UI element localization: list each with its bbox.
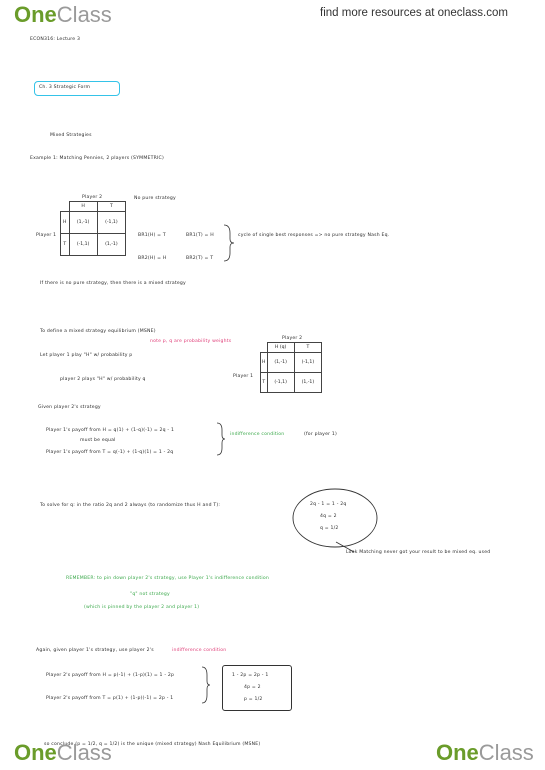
must-equal: must be equal (80, 438, 116, 443)
section-heading: Mixed Strategies (50, 133, 92, 138)
define-msne: To define a mixed strategy equilibrium (MSNE) (40, 329, 156, 334)
example-heading: Example 1: Matching Pennies, 2 players (SYMMETRIC) (30, 156, 164, 161)
circle-line-2: 4q = 2 (320, 514, 337, 519)
boxed-title (34, 81, 120, 96)
matrix1-player1-label: Player 1 (36, 233, 57, 238)
m2-cell-th: (-1,1) (267, 373, 294, 393)
m1-row-t: T (61, 234, 70, 256)
let-q: player 2 plays "H" w/ probability q (60, 377, 146, 382)
m1-cell-th: (-1,1) (69, 234, 97, 256)
given-p2: Given player 2's strategy (38, 405, 101, 410)
oneclass-logo-bottom-left (14, 740, 112, 766)
m2-row-t: T (261, 373, 268, 393)
course-title: ECON316: Lecture 3 (30, 37, 81, 42)
no-pure-note: No pure strategy (134, 196, 176, 201)
arrow-note: Look Matching never got your result to be mixed eq. used (346, 550, 491, 555)
star-note: If there is no pure strategy, then there is a mixed strategy (40, 281, 186, 286)
br-row2-b: BR2(T) = T (186, 256, 214, 261)
br-row2-a: BR2(H) = H (138, 256, 167, 261)
matrix1-player2-label: Player 2 (82, 195, 103, 200)
given-p1: Again, given player 1's strategy, use player 2's (36, 648, 154, 653)
payoff-matrix-2 (260, 342, 322, 393)
final-conclusion: so conclude (p = 1/2, q = 1/2) is the unique (mixed strategy) Nash Equilibrium (MSNE) (44, 742, 261, 747)
matrix2-player2-label: Player 2 (282, 336, 303, 341)
circle-line-3: q = 1/2 (320, 526, 339, 531)
payoff-h: Player 1's payoff from H = q(1) + (1-q)(-1) = 2q - 1 (46, 428, 175, 433)
logo-one-bottom-right: One (436, 740, 479, 765)
m2-col-t: T (294, 343, 321, 353)
let-p: Let player 1 play "H" w/ probability p (40, 353, 133, 358)
solve-q: To solve for q: in the ratio 2q and 2 always (to randomize thus H and T): (40, 503, 221, 508)
m1-cell-hh: (1,-1) (69, 212, 97, 234)
br-row1-b: BR1(T) = H (186, 233, 214, 238)
circle-line-1: 2q - 1 = 1 - 2q (310, 502, 347, 507)
pink-indifference: indifference condition (172, 648, 227, 653)
p2-payoff-h: Player 2's payoff from H = p(-1) + (1-p)(1) = 1 - 2p (46, 673, 175, 678)
indifference-label: indifference condition (230, 432, 285, 437)
logo-class: Class (56, 2, 112, 27)
top-resources-link[interactable]: find more resources at oneclass.com (320, 7, 508, 19)
green-note-3: (which is pinned by the player 2 and player 1) (84, 605, 200, 610)
for-player-1: (for player 1) (304, 432, 337, 437)
box2-line-3: p = 1/2 (244, 697, 263, 702)
logo-class-bottom-right: Class (478, 740, 534, 765)
green-note-2: "q" not strategy (130, 592, 170, 597)
p2-payoff-t: Player 2's payoff from T = p(1) + (1-p)(-1) = 2p - 1 (46, 696, 174, 701)
boxed-title-text: Ch. 3 Strategic Form (39, 85, 91, 90)
logo-class-bottom: Class (56, 740, 112, 765)
matrix2-player1-label: Player 1 (233, 374, 254, 379)
logo-one-bottom: One (14, 740, 57, 765)
brace-1 (222, 223, 236, 263)
m2-cell-ht: (-1,1) (294, 353, 321, 373)
brace-2 (215, 421, 227, 457)
m1-cell-tt: (1,-1) (97, 234, 125, 256)
pink-note-1: note p, q are probability weights (150, 339, 232, 344)
m2-cell-hh: (1,-1) (267, 353, 294, 373)
box2-line-2: 4p = 2 (244, 685, 261, 690)
m1-row-h: H (61, 212, 70, 234)
m2-row-h: H (261, 353, 268, 373)
br-row1-a: BR1(H) = T (138, 233, 166, 238)
payoff-matrix-1 (60, 201, 126, 256)
m2-col-h: H (q) (267, 343, 294, 353)
oneclass-logo-bottom-right (436, 740, 534, 766)
m2-cell-tt: (1,-1) (294, 373, 321, 393)
m1-cell-ht: (-1,1) (97, 212, 125, 234)
oneclass-logo-top (14, 2, 112, 28)
br-conclusion: cycle of single best responses => no pure strategy Nash Eq. (238, 233, 390, 238)
brace-3 (200, 665, 212, 705)
m1-col-t: T (97, 202, 125, 212)
box2-line-1: 1 - 2p = 2p - 1 (232, 673, 269, 678)
payoff-t: Player 1's payoff from T = q(-1) + (1-q)(1) = 1 - 2q (46, 450, 174, 455)
logo-one: One (14, 2, 57, 27)
m1-col-h: H (69, 202, 97, 212)
green-note-1: REMEMBER: to pin down player 2's strategy, use Player 1's indifference condition (66, 576, 269, 581)
